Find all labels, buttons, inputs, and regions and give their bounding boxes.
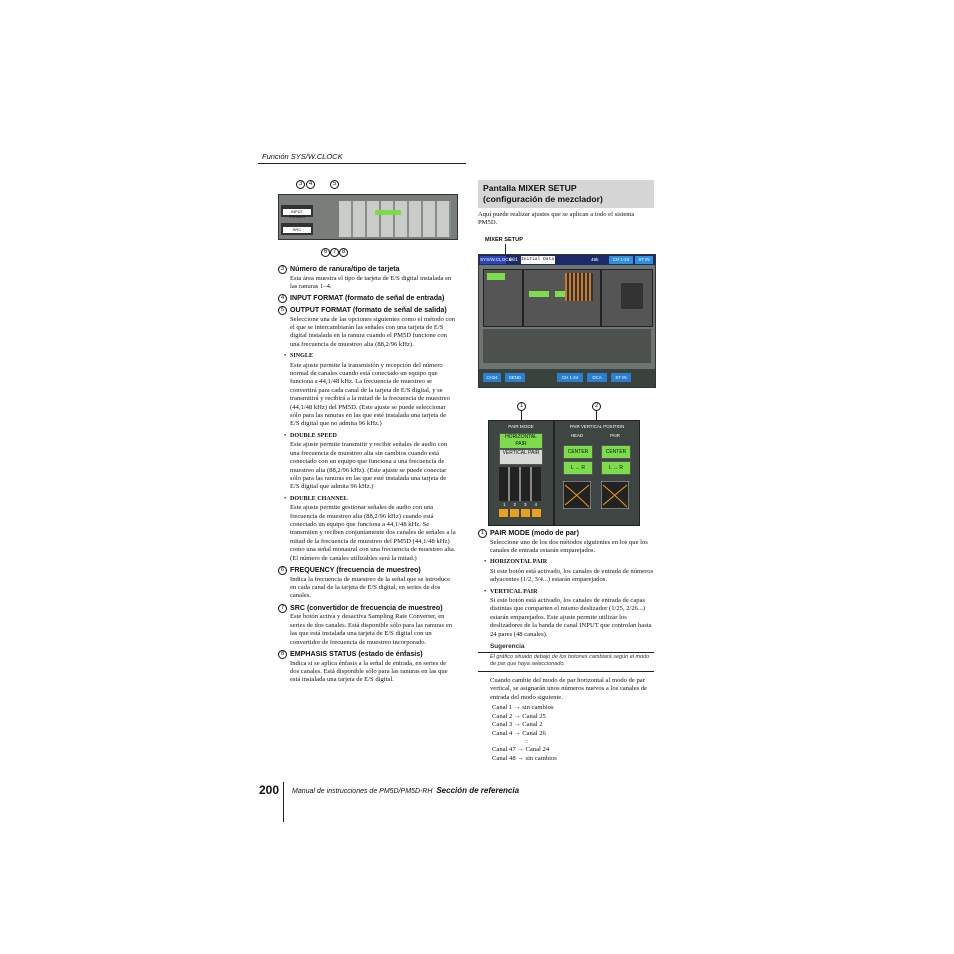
hint-heading: Sugerencia [478,643,654,653]
after-hint-text: Cuando cambie del modo de par horizontal al modo de par vertical, se asignarán unos números nuevos a los canales de entrada del modo siguiente. [490,677,648,701]
list-item: Canal 47 → Canal 24 [492,746,550,754]
callout-1: 1 [517,402,526,411]
vertical-pair-button[interactable]: VERTICAL PAIR [499,449,543,465]
head-lr-button[interactable]: L ↔ R [563,461,593,475]
header-rule [258,163,466,164]
footer-rule [283,782,284,822]
slot-figure [278,194,458,240]
item-heading: 3 Número de ranura/tipo de tarjeta [278,265,456,274]
pair-center-button[interactable]: CENTER [601,445,631,459]
ch1-24-button[interactable]: CH 1-24 [557,373,583,382]
src-button[interactable]: SRC [283,227,311,233]
fader-number: 4 [534,502,538,507]
running-title: Función SYS/W.CLOCK [262,152,343,161]
list-item: : [526,737,528,745]
item-heading: 6 FREQUENCY (frecuencia de muestreo) [278,566,456,575]
list-item: Canal 48 → sin cambios [492,754,557,762]
scene-number: 001 [509,257,519,263]
send-button[interactable]: SEND [505,373,525,382]
dca-button[interactable]: DCA [587,373,607,382]
list-item: Canal 2 → Canal 25 [492,712,546,720]
head-center-button[interactable]: CENTER [563,445,593,459]
callout-2: 2 [592,402,601,411]
sample-rate-display: 48k [591,257,599,262]
bullet: • DOUBLE CHANNEL Este ajuste permite gestionar señales de audio con una frecuencia de muestreo alta (88,2/96 kHz) cuando está conectado un equipo que funciona a 44,1/48 kHz. Se transmiten y reciben conjuntamente dos canales de señales a la mitad de la frecuencia de muestreo del PM5D (44,1/48 kHz) como una señal monaural con una frecuencia de muestreo alta. (El número de canales utilizables será la mitad.) [284,494,456,562]
scene-name: Initial Data [521,257,555,262]
intro-text: Aquí puede realizar ajustes que se aplican a todo el sistema PM5D. [478,211,635,227]
ch24-button[interactable]: CH24 [483,373,501,382]
ch-button[interactable]: CH 1-24 [609,256,633,264]
callout-3: 3 [296,180,305,189]
item-heading: 4 INPUT FORMAT (formato de señal de entrada) [278,294,456,303]
pair-lr-button[interactable]: L ↔ R [601,461,631,475]
item-heading: 7 SRC (convertidor de frecuencia de muestreo) [278,604,456,613]
hint-text: El gráfico situado debajo de los botones cambiará según el modo de par que haya seleccionado. [478,654,654,672]
horizontal-pair-button[interactable]: HORIZONTAL PAIR [499,433,543,449]
mixer-setup-screen [478,254,656,388]
st-button[interactable]: ST IN [635,256,653,264]
pan-curve-graphic [563,481,591,509]
item-heading: 5 OUTPUT FORMAT (formato de señal de salida) [278,306,456,315]
item-heading: 8 EMPHASIS STATUS (estado de énfasis) [278,650,456,659]
callout-6: 6 [321,248,330,257]
fader-number: 2 [513,502,517,507]
fader-number: 3 [523,502,527,507]
list-item: Canal 1 → sin cambios [492,704,554,712]
fader-number: 1 [502,502,506,507]
page-number: 200 [259,783,280,797]
stin-button[interactable]: ST IN [611,373,631,382]
input-format-button[interactable]: INPUT FORMAT [283,209,311,215]
bullet: • VERTICAL PAIR Si este botón está activado, los canales de entrada de capas distintas que comparten el mismo deslizador (1/25, 2/26...) estarán emparejados. Este ajuste permite utilizar los deslizadores de la banda de canal INPUT que controlan hasta 24 pares (48 canales). [484,587,652,638]
pan-curve-graphic [601,481,629,509]
pair-mode-panel: PAIR MODE HORIZONTAL PAIR VERTICAL PAIR 1 2 3 4 [488,420,554,526]
footer-text: Manual de instrucciones de PM5D/PM5D-RH Sección de referencia [292,786,520,795]
item-heading: 1 PAIR MODE (modo de par) [478,529,654,538]
bullet: • DOUBLE SPEED Este ajuste permite transmitir y recibir señales de audio con una frecuencia de muestreo alta sin cambios cuando está conectado con un equipo que funciona a una frecuencia de muestreo alta (88,2/96 kHz). (Este ajuste se puede conectar sólo para las ranuras en las que esté instalada una tarjeta de E/S digital que admita 96 kHz.) [284,431,448,491]
list-item: Canal 3 → Canal 2 [492,721,543,729]
right-column: 1 PAIR MODE (modo de par) Seleccione uno de los dos métodos siguientes en los que los canales de entrada estarán emparejados. • HORIZONTAL PAIR Si este botón está activado, los canales de entrada de números adyacentes (1/2, 3/4...) estarán emparejados. • VERTICAL PAIR Si este botón está activado, los canales de entrada de capas distintas que comparten el mismo deslizador (1/25, 2/26...) estarán emparejados. Este ajuste permite utilizar los deslizadores de la banda de canal INPUT que controlan hasta 24 pares (48 canales). Sugerencia El gráfico situado debajo de los botones cambiará según el modo de par que haya seleccionado. Cuando cambie del modo de par horizontal al modo de par vertical, se asignarán unos números nuevos a los canales de entrada del modo siguiente. Canal 1 → sin cambios Canal 2 → Canal 25 Canal 3 → Canal 2 Canal 4 → Canal 26 : Canal 47 → Canal 24 Canal 48 → sin cambios [478,529,654,763]
callout-8: 8 [339,248,348,257]
pair-vertical-position-panel: PAIR VERTICAL POSITION HEAD PAIR CENTER CENTER L ↔ R L ↔ R [554,420,640,526]
callout-7: 7 [330,248,339,257]
channel-list [478,704,654,763]
tab-sys-wclock[interactable]: SYS/W.CLOCK [480,257,512,262]
section-title: Pantalla MIXER SETUP (configuración de mezclador) [483,183,603,204]
screen-caption: MIXER SETUP [485,237,523,243]
callout-4: 4 [306,180,315,189]
left-column: 3 Número de ranura/tipo de tarjeta Esta área muestra el tipo de tarjeta de E/S digital instalada en las ranuras 1–4. 4 INPUT FORMAT (formato de señal de entrada) 5 OUTPUT FORMAT (formato de señal de salida) Seleccione una de las opciones siguientes como el método con el que se intercambiarán las señales con una tarjeta de E/S digital instalada en la ranura cuando el PM5D funcione con una frecuencia de muestreo alta (88,2/96 kHz). • SINGLE Este ajuste permite la transmisión y recepción del número normal de canales cuando está conectado un equipo que funciona a 44,1/48 kHz. La frecuencia de muestreo se convertirá para cada canal de la tarjeta de E/S digital, y se transmitirá y recibirá a la mitad de la frecuencia de muestreo (44,1/48 kHz) del PM5D. (Este ajuste se puede seleccionar sólo para las ranuras en las que esté instalada una tarjeta de E/S digital que no admita 96 kHz.) • DOUBLE SPEED Este ajuste permite transmitir y recibir señales de audio con una frecuencia de muestreo alta sin cambios cuando está conectado con un equipo que funciona a una frecuencia de muestreo alta (88,2/96 kHz). (Este ajuste se puede conectar sólo para las ranuras en las que esté instalada una tarjeta de E/S digital que admita 96 kHz.) • DOUBLE CHANNEL Este ajuste permite gestionar señales de audio con una frecuencia de muestreo alta (88,2/96 kHz) cuando está conectado un equipo que funciona a 44,1/48 kHz. Se transmiten y reciben conjuntamente dos canales de señales a la mitad de la frecuencia de muestreo del PM5D (44,1/48 kHz) como una señal monaural con una frecuencia de muestreo alta. (El número de canales utilizables será la mitad.) 6 FREQUENCY (frecuencia de muestreo) Indica la frecuencia de muestreo de la señal que se introduce en cada canal de la tarjeta de E/S digital, en series de dos canales. 7 SRC (convertidor de frecuencia de muestreo) Este botón activa y desactiva Sampling Rate Converter, en series de dos canales. Está disponible sólo para las ranuras en las que está instalada una tarjeta de E/S digital con un convertidor de frecuencia de muestreo incorporado. 8 EMPHASIS STATUS (estado de énfasis) Indica si se aplica énfasis a la señal de entrada, en series de dos canales. Está disponible sólo para las ranuras en las que está instalada una tarjeta de E/S digital. [278,262,456,687]
bullet: • HORIZONTAL PAIR Si este botón está activado, los canales de entrada de números adyacentes (1/2, 3/4...) estarán emparejados. [484,558,654,584]
list-item: Canal 4 → Canal 26 [492,729,546,737]
callout-5: 5 [330,180,339,189]
bullet: • SINGLE Este ajuste permite la transmisión y recepción del número normal de canales cuando está conectado un equipo que funciona a 44,1/48 kHz. La frecuencia de muestreo se convertirá para cada canal de la tarjeta de E/S digital, y se transmitirá y recibirá a la mitad de la frecuencia de muestreo (44,1/48 kHz) del PM5D. (Este ajuste se puede seleccionar sólo para las ranuras en las que esté instalada una tarjeta de E/S digital que no admita 96 kHz.) [284,352,451,428]
